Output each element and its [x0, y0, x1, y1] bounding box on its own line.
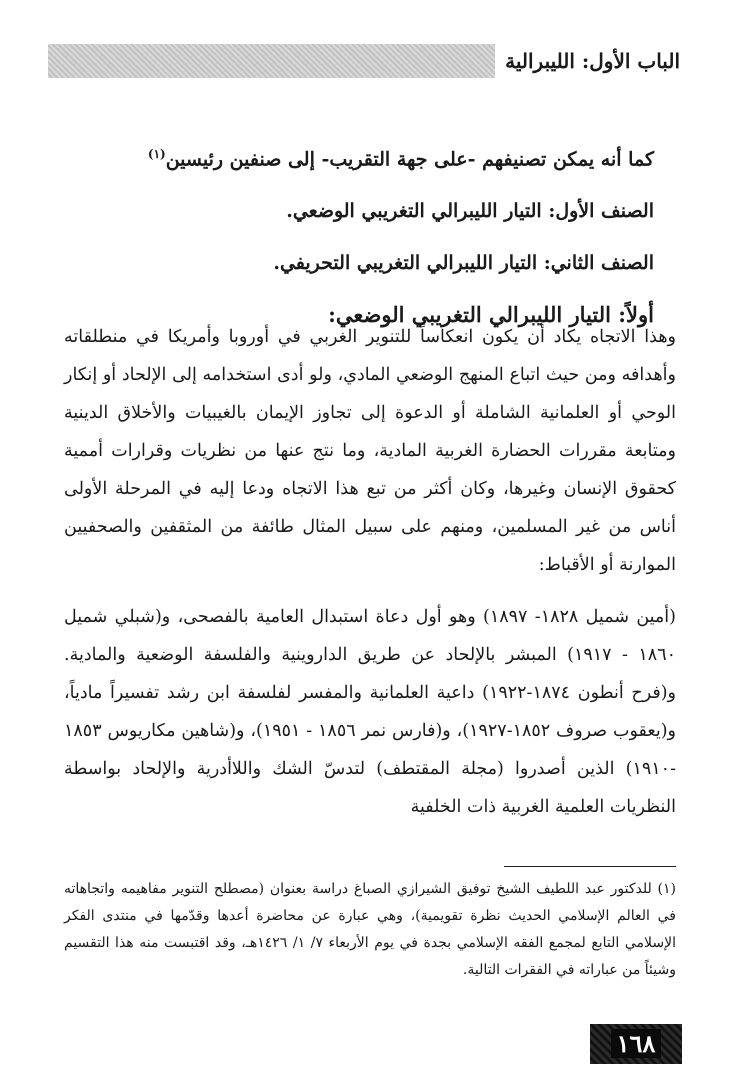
chapter-title: الباب الأول: الليبرالية: [495, 44, 688, 78]
intro-block: [74, 128, 654, 341]
body-text: [64, 318, 676, 826]
paragraph-2: (أمين شميل ١٨٢٨- ١٨٩٧) وهو أول دعاة استبدال العامية بالفصحى، و(شبلي شميل ١٨٦٠ - ١٩١٧) المبشر بالإلحاد عن طريق الداروينية والفلسفة الوضعية والمادية. و(فرح أنطون ١٨٧٤-١٩٢٢) داعية العلمانية والمفسر لفلسفة ابن رشد تفسيراً مادياً، و(يعقوب صروف ١٨٥٢-١٩٢٧)، و(فارس نمر ١٨٥٦ - ١٩٥١)، و(شاهين مكاريوس ١٨٥٣ -١٩١٠) الذين أصدروا (مجلة المقتطف) لتدسّ الشك واللاأدرية والإلحاد بواسطة النظريات العلمية الغربية ذات الخلفية: [64, 607, 677, 817]
intro-line-3: الصنف الثاني: التيار الليبرالي التغريبي التحريفي.: [273, 252, 654, 275]
running-header: [48, 44, 688, 78]
intro-line-2: الصنف الأول: التيار الليبرالي التغريبي الوضعي.: [286, 200, 654, 223]
footnote: (١) للدكتور عبد اللطيف الشيخ توفيق الشيرازي الصباغ دراسة بعنوان (مصطلح التنوير مفاهيمه واتجاهاته في العالم الإسلامي الحديث نظرة تقويمية)، وهي عبارة عن محاضرة أعدها وقدّمها في منتدى الفكر الإسلامي التابع لمجمع الفقه الإسلامي بجدة في يوم الأربعاء ٧/ ١/ ١٤٢٦هـ، وقد اقتبست منه هذا التقسيم وشيئاً من عباراته في الفقرات التالية.: [64, 881, 677, 978]
footnote-divider: [504, 866, 676, 867]
page-number-box: [590, 1024, 682, 1064]
footnote-ref: (١): [147, 147, 166, 161]
page-number: ١٦٨: [611, 1029, 662, 1058]
intro-line-1: [74, 128, 654, 185]
section-heading: أولاً: التيار الليبرالي التغريبي الوضعي:: [328, 302, 654, 328]
intro-line-1-text: كما أنه يمكن تصنيفهم -على جهة التقريب- إلى صنفين رئيسين: [165, 148, 654, 171]
paragraph-1: وهذا الاتجاه يكاد أن يكون انعكاساً للتنوير الغربي في أوروبا وأمريكا في منطلقاته وأهدافه ومن حيث اتباع المنهج الوضعي المادي، ولو أدى استخدامه إلى الإلحاد أو إنكار الوحي أو العلمانية الشاملة أو الدعوة إلى تجاوز الإيمان بالغيبيات والأخلاق الدينية ومتابعة مقررات الحضارة الغربية المادية، وما نتج عنها من نظريات وقرارات أممية كحقوق الإنسان وغيرها، وكان أكثر من تبع هذا الاتجاه ودعا إليه في المرحلة الأولى أناس من غير المسلمين، ومنهم على سبيل المثال طائفة من المثقفين والصحفيين الموارنة أو الأقباط:: [64, 327, 676, 575]
